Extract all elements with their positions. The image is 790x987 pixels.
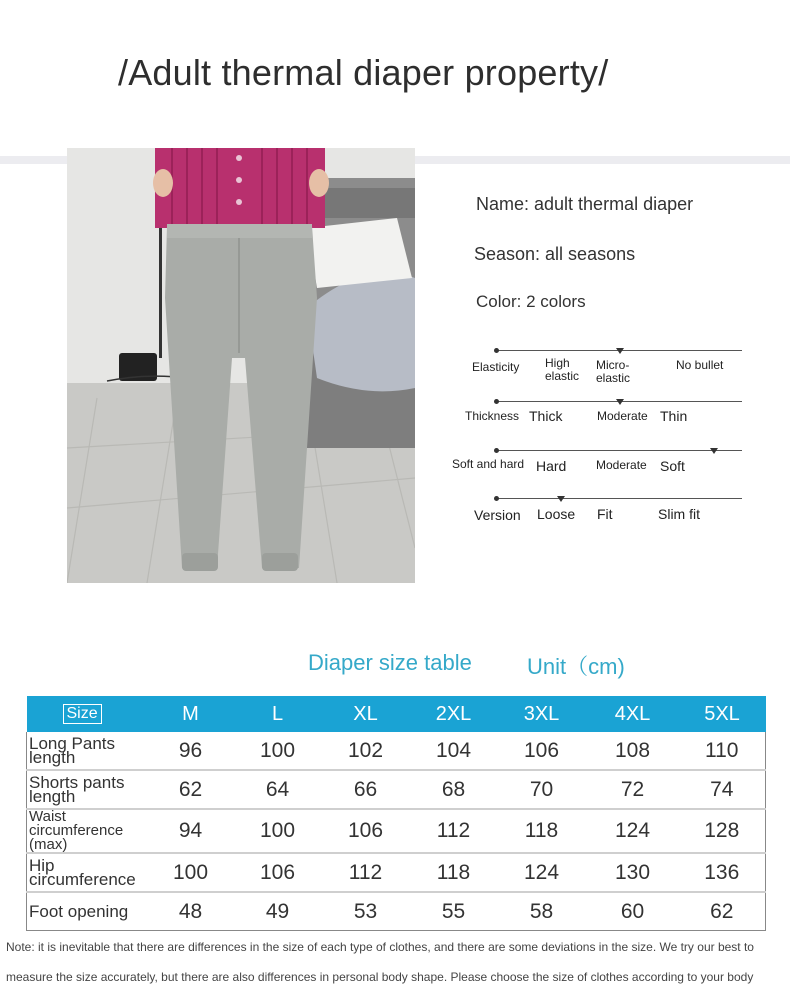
scale-version-slim: Slim fit	[658, 506, 700, 522]
scale-softness-moderate: Moderate	[596, 458, 647, 472]
scale-softness-soft: Soft	[660, 458, 685, 474]
size-table-header	[27, 696, 766, 732]
size-table	[26, 696, 766, 931]
page-title: /Adult thermal diaper property/	[118, 52, 609, 93]
row-label: Shorts pants length	[27, 770, 147, 809]
scale-thickness-thin: Thin	[660, 408, 688, 424]
scale-thickness-moderate: Moderate	[597, 409, 648, 423]
row-label: Long Pants length	[27, 732, 147, 770]
table-cell: 62	[679, 892, 766, 931]
table-cell: 53	[321, 892, 411, 931]
table-cell: 74	[679, 770, 766, 809]
table-row	[27, 809, 766, 853]
row-label: Hip circumference	[27, 853, 147, 892]
scale-thickness	[0, 395, 790, 435]
table-cell: 100	[235, 809, 321, 853]
table-cell: 104	[411, 732, 497, 770]
size-table-title: Diaper size table	[308, 650, 472, 675]
table-cell: 102	[321, 732, 411, 770]
property-color: Color: 2 colors	[476, 292, 586, 311]
scale-elasticity-none: No bullet	[676, 358, 724, 372]
table-cell: 49	[235, 892, 321, 931]
table-cell: 118	[411, 853, 497, 892]
table-cell: 60	[587, 892, 679, 931]
table-cell: 112	[321, 853, 411, 892]
table-cell: 70	[497, 770, 587, 809]
property-name: Name: adult thermal diaper	[476, 194, 694, 214]
table-cell: 118	[497, 809, 587, 853]
header-3xl: 3XL	[497, 696, 587, 732]
table-cell: 58	[497, 892, 587, 931]
table-cell: 68	[411, 770, 497, 809]
table-cell: 110	[679, 732, 766, 770]
table-cell: 100	[235, 732, 321, 770]
table-cell: 136	[679, 853, 766, 892]
table-row	[27, 770, 766, 809]
header-xl: XL	[321, 696, 411, 732]
scale-softness-hard: Hard	[536, 458, 567, 474]
table-cell: 72	[587, 770, 679, 809]
table-cell: 128	[679, 809, 766, 853]
table-cell: 62	[147, 770, 235, 809]
scale-elasticity-micro: Micro- elastic	[596, 358, 631, 385]
table-cell: 112	[411, 809, 497, 853]
header-size: Size	[27, 696, 147, 732]
table-cell: 106	[321, 809, 411, 853]
scale-softness-label: Soft and hard	[452, 457, 525, 471]
scale-softness	[0, 444, 790, 484]
property-season: Season: all seasons	[474, 244, 636, 264]
scale-version-loose: Loose	[537, 506, 576, 522]
table-cell: 94	[147, 809, 235, 853]
table-cell: 66	[321, 770, 411, 809]
table-cell: 48	[147, 892, 235, 931]
scale-thickness-thick: Thick	[529, 408, 563, 424]
scale-version-fit: Fit	[597, 506, 613, 522]
table-cell: 106	[235, 853, 321, 892]
size-note-line2: measure the size accurately, but there are also differences in personal body shape. Please choose the size of clothes according to your body	[6, 970, 754, 984]
table-row	[27, 853, 766, 892]
row-label: Foot opening	[27, 892, 147, 931]
table-row	[27, 892, 766, 931]
table-cell: 100	[147, 853, 235, 892]
header-l: L	[235, 696, 321, 732]
scale-version	[0, 492, 790, 532]
table-row	[27, 732, 766, 770]
header-2xl: 2XL	[411, 696, 497, 732]
size-table-unit: Unit（cm)	[527, 654, 625, 679]
header-m: M	[147, 696, 235, 732]
header-4xl: 4XL	[587, 696, 679, 732]
scale-thickness-label: Thickness	[465, 409, 520, 423]
table-cell: 106	[497, 732, 587, 770]
row-label: Waist circumference (max)	[27, 809, 147, 853]
size-note-line1: Note: it is inevitable that there are differences in the size of each type of clothes, and there are some deviations in the size. We try our best to	[6, 940, 754, 954]
scale-elasticity-high: High elastic	[545, 356, 580, 383]
table-cell: 55	[411, 892, 497, 931]
table-cell: 96	[147, 732, 235, 770]
table-cell: 124	[497, 853, 587, 892]
table-cell: 124	[587, 809, 679, 853]
table-cell: 64	[235, 770, 321, 809]
scale-version-label: Version	[474, 507, 521, 523]
table-cell: 108	[587, 732, 679, 770]
header-5xl: 5XL	[679, 696, 766, 732]
scale-elasticity	[0, 344, 790, 384]
scale-elasticity-label: Elasticity	[472, 360, 520, 374]
table-cell: 130	[587, 853, 679, 892]
